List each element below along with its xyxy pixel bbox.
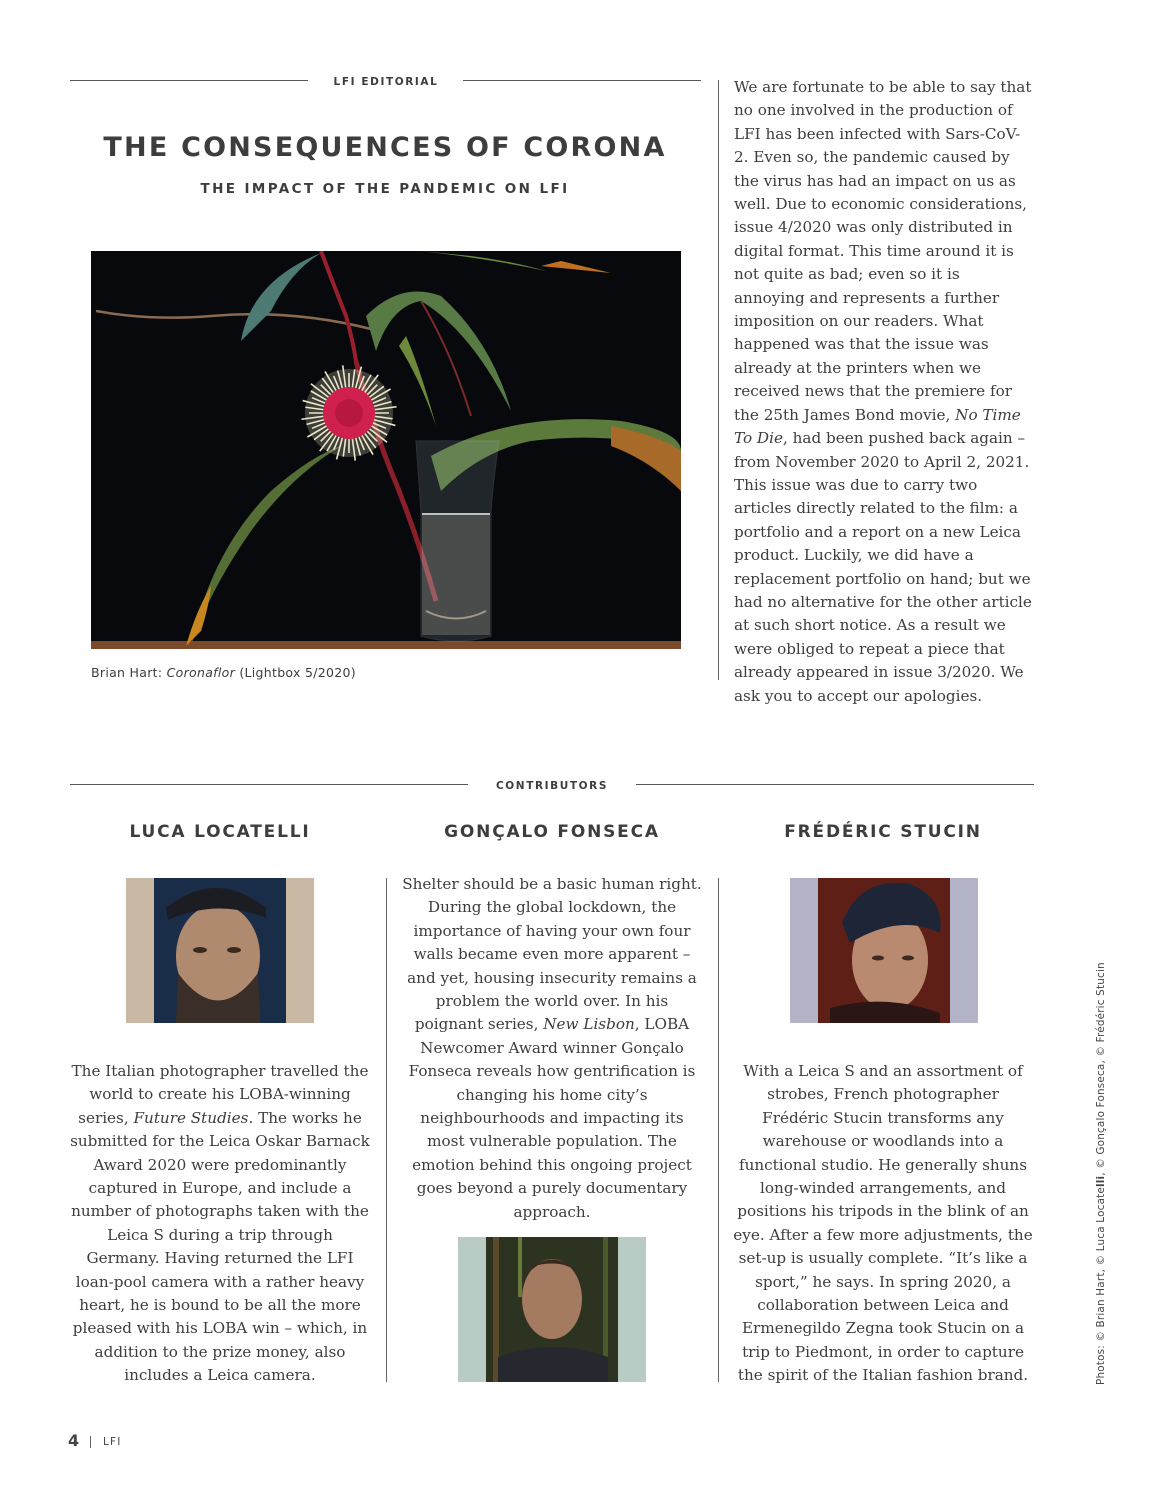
series-title: Future Studies	[133, 1108, 249, 1127]
bio-text: Shelter should be a basic human right. During the global lockdown, the importance of having your own four walls became even more apparent – and yet, housing insecurity remains a problem the world over. In his poignant series,	[402, 875, 702, 1034]
movie-title: No Time To Die	[734, 405, 1021, 448]
flower-vase-illustration	[91, 251, 681, 649]
editorial-body-part1: We are fortunate to be able to say that no one involved in the production of LFI has been infected with Sars-CoV-2. Even so, the pandemic caused by the virus has had an impact on us as well. Due to economic considerations, issue 4/2020 was only distributed in digital format. This time around it is not quite as bad; even so it is annoying and represents a further imposition on our readers. What happened was that the issue was already at the printers when we received news that the premiere for the 25th James Bond movie,	[734, 78, 1032, 424]
portrait-luca-locatelli	[126, 878, 314, 1023]
bio-text: The Italian photographer travelled the world to create his LOBA-winning series,	[71, 1062, 369, 1127]
photo-credits	[1095, 962, 1107, 1385]
credit-bold: lli	[1095, 1175, 1107, 1187]
footer-publication: LFI	[103, 1436, 122, 1448]
column-divider-editorial	[718, 80, 719, 680]
portrait-frederic-stucin	[790, 878, 978, 1023]
contributor-bio-frederic	[733, 1060, 1033, 1388]
editorial-body-part2: , had been pushed back again – from November 2020 to April 2, 2021. This issue was due to carry two articles directly related to the film: a portfolio and a report on a new Leica product. Luckily, we did have a replacement portfolio on hand; but we had no alternative for the other article at such short notice. As a result we were obliged to repeat a piece that already appeared in issue 3/2020. We ask you to accept our apologies.	[734, 429, 1032, 705]
contributor-bio-goncalo	[402, 873, 702, 1224]
contributors-rule-left	[70, 784, 468, 785]
bio-text: With a Leica S and an assortment of strobes, French photographer Frédéric Stucin transforms any warehouse or woodlands into a functional studio. He generally shuns long-winded arrangements, and positions his tripods in the blink of an eye. After a few more adjustments, the set-up is usually complete. “It’s like a sport,” he says. In spring 2020, a collaboration between Leica and Ermenegildo Zegna took Stucin on a trip to Piedmont, in order to capture the spirit of the Italian fashion brand.	[733, 1062, 1033, 1385]
table-surface	[91, 641, 681, 649]
contributor-bio-luca	[70, 1060, 370, 1388]
credit-prefix: Photos: © Brian Hart, © Luca Locate	[1095, 1186, 1107, 1385]
contributors-rule-right	[636, 784, 1034, 785]
series-title: New Lisbon	[543, 1015, 635, 1034]
glass-vase	[416, 441, 499, 641]
header-rule-left	[70, 80, 308, 81]
section-kicker-editorial: LFI EDITORIAL	[333, 76, 439, 88]
article-title: THE CONSEQUENCES OF CORONA	[103, 132, 667, 163]
editorial-body	[734, 76, 1034, 708]
credit-suffix: , © Gonçalo Fonseca, © Frédéric Stucin	[1095, 962, 1107, 1176]
article-subtitle: THE IMPACT OF THE PANDEMIC ON LFI	[200, 181, 570, 197]
section-kicker-contributors: CONTRIBUTORS	[495, 780, 609, 792]
contributor-name: LUCA LOCATELLI	[129, 822, 311, 842]
portrait-goncalo-fonseca	[458, 1237, 646, 1382]
caption-title: Coronaflor	[166, 665, 236, 680]
bio-text: . The works he submitted for the Leica Oskar Barnack Award 2020 were predominantly captured in Europe, and include a number of photographs taken with the Leica S during a trip through Germany. Having returned the LFI loan-pool camera with a rather heavy heart, he is bound to be all the more pleased with his LOBA win – which, in addition to the prize money, also includes a Leica camera.	[70, 1108, 370, 1385]
contributor-name: FRÉDÉRIC STUCIN	[784, 822, 982, 842]
hero-photo-coronaflor	[91, 251, 681, 649]
header-rule-right	[463, 80, 701, 81]
caption-source: (Lightbox 5/2020)	[235, 665, 356, 680]
page-number: 4	[68, 1431, 80, 1450]
contributor-name: GONÇALO FONSECA	[444, 822, 660, 842]
bio-text: , LOBA Newcomer Award winner Gonçalo Fonseca reveals how gentrification is changing his home city’s neighbourhoods and impacting its most vulnerable population. The emotion behind this ongoing project goes beyond a purely documentary approach.	[408, 1015, 696, 1221]
column-divider	[718, 878, 719, 1382]
caption-author: Brian Hart:	[91, 665, 167, 680]
photo-caption	[91, 665, 356, 680]
footer-divider	[90, 1436, 91, 1448]
column-divider	[386, 878, 387, 1382]
